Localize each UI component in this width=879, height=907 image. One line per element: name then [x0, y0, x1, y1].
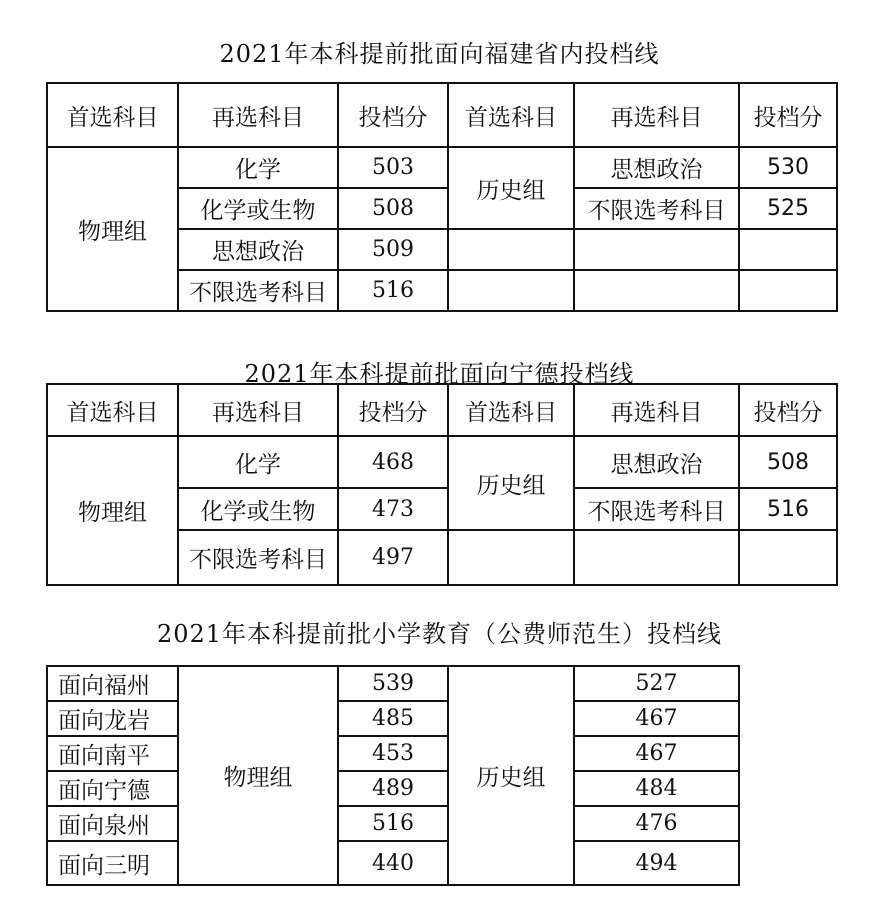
group-cell-history: 历史组 [448, 666, 574, 885]
header-cell: 再选科目 [178, 384, 338, 436]
table-row [47, 666, 739, 701]
score-cell-physics: 516 [338, 806, 448, 841]
header-cell: 首选科目 [47, 384, 178, 436]
table1 [46, 82, 838, 312]
score-cell-history: 467 [574, 701, 739, 736]
header-cell: 投档分 [739, 83, 837, 147]
table3 [46, 665, 740, 886]
score-cell: 473 [338, 488, 448, 530]
header-cell: 投档分 [739, 384, 837, 436]
score-cell: 468 [338, 436, 448, 488]
group-cell-physics: 物理组 [47, 147, 178, 311]
score-cell-physics: 453 [338, 736, 448, 771]
empty-cell [739, 229, 837, 270]
score-cell-physics: 539 [338, 666, 448, 701]
table-row [47, 436, 837, 488]
table3-title: 2021年本科提前批小学教育（公费师范生）投档线 [156, 620, 723, 648]
score-cell-physics: 440 [338, 841, 448, 885]
subject-cell: 不限选考科目 [178, 530, 338, 585]
score-cell-history: 527 [574, 666, 739, 701]
subject-cell: 化学或生物 [178, 188, 338, 229]
empty-cell [739, 270, 837, 311]
header-cell: 再选科目 [574, 83, 739, 147]
subject-cell: 不限选考科目 [178, 270, 338, 311]
score-cell-history: 494 [574, 841, 739, 885]
header-cell: 首选科目 [448, 384, 574, 436]
table-row [47, 771, 739, 806]
table1-title: 2021年本科提前批面向福建省内投档线 [219, 40, 660, 68]
header-cell: 投档分 [338, 83, 448, 147]
empty-cell [574, 530, 739, 585]
subject-cell: 不限选考科目 [574, 488, 739, 530]
subject-cell: 思想政治 [574, 147, 739, 188]
table-row [47, 806, 739, 841]
score-cell: 509 [338, 229, 448, 270]
region-cell: 面向泉州 [47, 806, 178, 841]
score-cell: 508 [338, 188, 448, 229]
score-cell: 503 [338, 147, 448, 188]
header-cell: 投档分 [338, 384, 448, 436]
empty-cell [448, 229, 574, 270]
header-cell: 首选科目 [448, 83, 574, 147]
table-row [47, 701, 739, 736]
empty-cell [739, 530, 837, 585]
region-cell: 面向南平 [47, 736, 178, 771]
table2 [46, 383, 838, 586]
subject-cell: 化学或生物 [178, 488, 338, 530]
score-cell: 516 [739, 488, 837, 530]
empty-cell [574, 229, 739, 270]
subject-cell: 思想政治 [574, 436, 739, 488]
group-cell-physics: 物理组 [178, 666, 338, 885]
region-cell: 面向福州 [47, 666, 178, 701]
group-cell-physics: 物理组 [47, 436, 178, 585]
score-cell-physics: 485 [338, 701, 448, 736]
subject-cell: 化学 [178, 436, 338, 488]
score-cell-physics: 489 [338, 771, 448, 806]
table1-header-row [47, 83, 837, 147]
header-cell: 再选科目 [574, 384, 739, 436]
score-cell: 530 [739, 147, 837, 188]
subject-cell: 化学 [178, 147, 338, 188]
header-cell: 首选科目 [47, 83, 178, 147]
subject-cell: 不限选考科目 [574, 188, 739, 229]
score-cell: 497 [338, 530, 448, 585]
table-row [47, 841, 739, 885]
region-cell: 面向三明 [47, 841, 178, 885]
table-row [47, 736, 739, 771]
header-cell: 再选科目 [178, 83, 338, 147]
region-cell: 面向龙岩 [47, 701, 178, 736]
empty-cell [448, 270, 574, 311]
group-cell-history: 历史组 [448, 436, 574, 530]
table-row [47, 147, 837, 188]
table2-title: 2021年本科提前批面向宁德投档线 [244, 360, 635, 388]
empty-cell [448, 530, 574, 585]
score-cell-history: 484 [574, 771, 739, 806]
score-cell-history: 467 [574, 736, 739, 771]
region-cell: 面向宁德 [47, 771, 178, 806]
score-cell: 525 [739, 188, 837, 229]
score-cell: 516 [338, 270, 448, 311]
score-cell-history: 476 [574, 806, 739, 841]
table2-header-row [47, 384, 837, 436]
group-cell-history: 历史组 [448, 147, 574, 229]
empty-cell [574, 270, 739, 311]
subject-cell: 思想政治 [178, 229, 338, 270]
score-cell: 508 [739, 436, 837, 488]
